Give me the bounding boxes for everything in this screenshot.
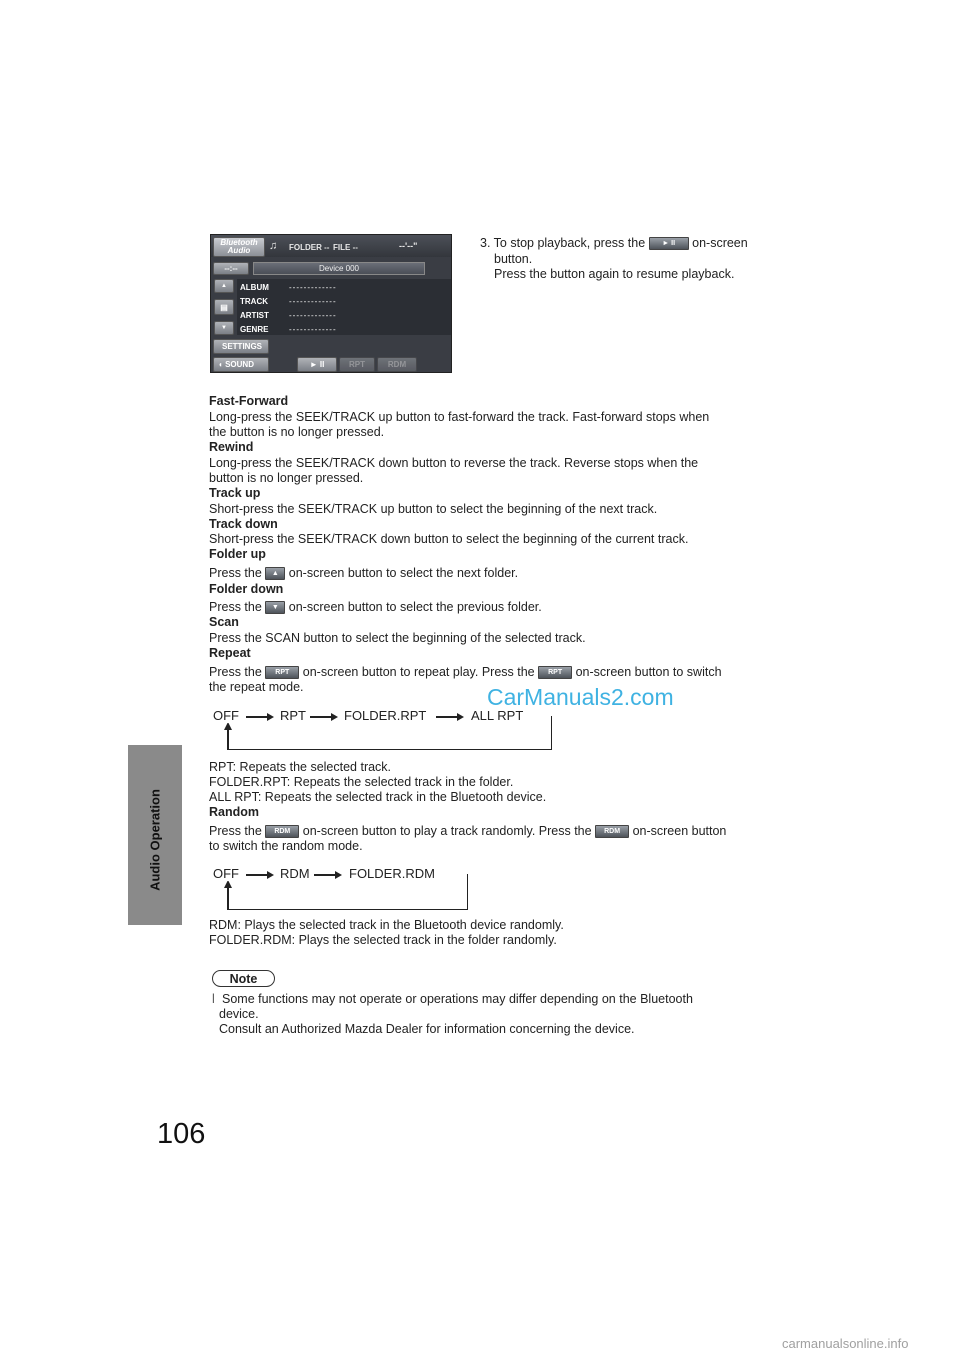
flow-all-rpt: ALL RPT	[468, 708, 526, 723]
flow-return-arrow	[227, 729, 229, 750]
random-text: to switch the random mode.	[209, 839, 363, 853]
flow-folder-rpt: FOLDER.RPT	[344, 708, 427, 723]
row-value: -------------	[289, 297, 337, 306]
flow-return-arrow	[227, 887, 229, 910]
folder-up-heading: Folder up	[209, 547, 266, 561]
flow-off: OFF	[213, 866, 242, 881]
track-number: --:--	[213, 262, 249, 275]
row-value: -------------	[289, 283, 337, 292]
flow-arrow	[246, 874, 272, 876]
random-desc: RDM: Plays the selected track in the Bluetooth device randomly.	[209, 918, 564, 932]
flow-arrow	[436, 716, 462, 718]
speaker-icon: ◖	[218, 360, 223, 369]
page-number: 106	[157, 1118, 206, 1150]
music-note-icon: ♫	[269, 240, 278, 252]
row-value: -------------	[289, 325, 337, 334]
rdm-icon: RDM	[265, 825, 299, 838]
play-pause-icon: ► II	[649, 237, 689, 250]
folder-up-text: Press the ▲ on-screen button to select the next folder.	[209, 566, 519, 580]
step-3-line-3: Press the button again to resume playback.	[494, 267, 735, 281]
folder-down-text: Press the ▼ on-screen button to select the previous folder.	[209, 600, 542, 614]
down-arrow-icon: ▼	[265, 601, 285, 614]
note-text: device.	[219, 1007, 259, 1021]
flow-arrow	[246, 716, 272, 718]
rdm-icon: RDM	[595, 825, 629, 838]
folder-list-icon[interactable]: ▤	[214, 299, 234, 315]
repeat-desc: FOLDER.RPT: Repeats the selected track in the folder.	[209, 775, 514, 789]
rpt-icon: RPT	[538, 666, 572, 679]
rewind-text: button is no longer pressed.	[209, 471, 364, 485]
repeat-button[interactable]: RPT	[339, 357, 375, 372]
file-label: FILE --	[333, 243, 358, 252]
random-heading: Random	[209, 805, 259, 819]
folder-down-button[interactable]: ▼	[214, 321, 234, 335]
note-bullet: l	[212, 992, 215, 1006]
fast-forward-heading: Fast-Forward	[209, 394, 289, 408]
row-track: TRACK	[240, 297, 268, 306]
track-up-heading: Track up	[209, 486, 261, 500]
time-display: --'--"	[399, 241, 418, 251]
folder-up-button[interactable]: ▲	[214, 279, 234, 293]
track-down-text: Short-press the SEEK/TRACK down button to select the beginning of the current track.	[209, 532, 689, 546]
step-3-line-1: 3. To stop playback, press the ► II on-screen	[480, 236, 748, 250]
folder-down-heading: Folder down	[209, 582, 284, 596]
row-album: ALBUM	[240, 283, 269, 292]
fast-forward-text: the button is no longer pressed.	[209, 425, 385, 439]
random-button[interactable]: RDM	[377, 357, 417, 372]
row-genre: GENRE	[240, 325, 269, 334]
random-text: Press the RDM on-screen button to play a track randomly. Press the RDM on-screen button	[209, 824, 727, 838]
info-panel	[237, 279, 451, 335]
note-text: Some functions may not operate or operations may differ depending on the Bluetooth	[222, 992, 693, 1006]
repeat-desc: ALL RPT: Repeats the selected track in the Bluetooth device.	[209, 790, 547, 804]
track-down-heading: Track down	[209, 517, 278, 531]
rpt-icon: RPT	[265, 666, 299, 679]
folder-label: FOLDER --	[289, 243, 330, 252]
repeat-desc: RPT: Repeats the selected track.	[209, 760, 392, 774]
random-desc: FOLDER.RDM: Plays the selected track in the folder randomly.	[209, 933, 557, 947]
track-up-text: Short-press the SEEK/TRACK up button to select the beginning of the next track.	[209, 502, 658, 516]
repeat-heading: Repeat	[209, 646, 251, 660]
watermark: CarManuals2.com	[487, 684, 674, 710]
row-value: -------------	[289, 311, 337, 320]
play-pause-button[interactable]: ► II	[297, 357, 337, 372]
note-label: Note	[212, 970, 275, 987]
flow-rpt: RPT	[280, 708, 306, 723]
settings-button[interactable]: SETTINGS	[213, 339, 269, 354]
flow-arrow	[314, 874, 340, 876]
row-artist: ARTIST	[240, 311, 269, 320]
bluetooth-audio-button[interactable]: Bluetooth Audio	[213, 237, 265, 257]
note-text: Consult an Authorized Mazda Dealer for information concerning the device.	[219, 1022, 635, 1036]
scan-text: Press the SCAN button to select the beginning of the selected track.	[209, 631, 586, 645]
section-label: Audio Operation	[147, 789, 163, 891]
flow-off: OFF	[213, 708, 242, 723]
flow-rdm: RDM	[280, 866, 310, 881]
device-name: Device 000	[253, 262, 425, 275]
repeat-text: the repeat mode.	[209, 680, 304, 694]
scan-heading: Scan	[209, 615, 239, 629]
rewind-heading: Rewind	[209, 440, 254, 454]
bluetooth-audio-screen	[210, 234, 452, 373]
flow-folder-rdm: FOLDER.RDM	[346, 866, 438, 881]
fast-forward-text: Long-press the SEEK/TRACK up button to fast-forward the track. Fast-forward stops when	[209, 410, 710, 424]
step-3-line-2: button.	[494, 252, 533, 266]
watermark-bottom: carmanualsonline.info	[782, 1336, 909, 1351]
flow-arrow	[310, 716, 336, 718]
up-arrow-icon: ▲	[265, 567, 285, 580]
rewind-text: Long-press the SEEK/TRACK down button to reverse the track. Reverse stops when the	[209, 456, 699, 470]
sound-button[interactable]: ◖ SOUND	[213, 357, 269, 372]
repeat-text: Press the RPT on-screen button to repeat play. Press the RPT on-screen button to switch	[209, 665, 722, 679]
